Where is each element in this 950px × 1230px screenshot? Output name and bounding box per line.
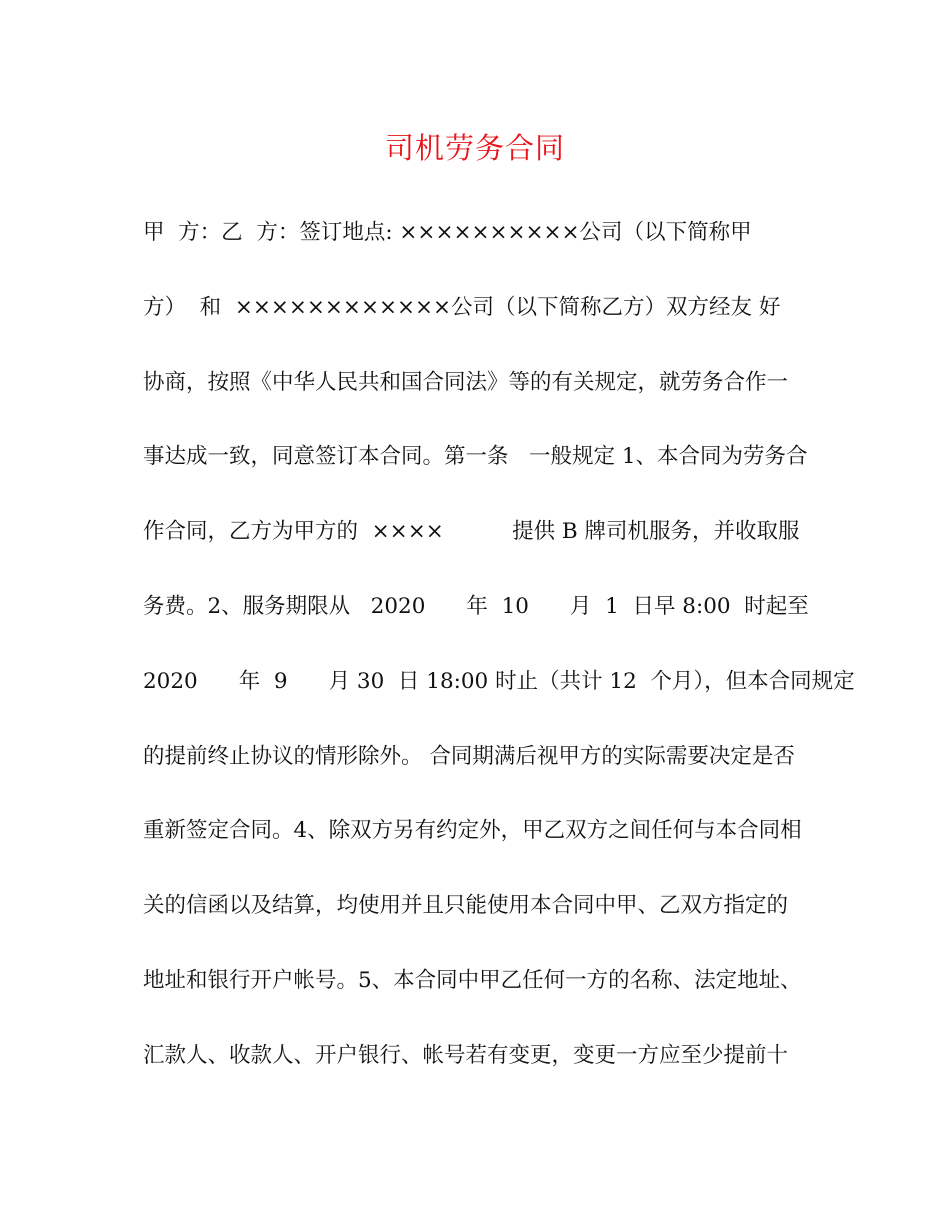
- body-line: 协商，按照《中华人民共和国合同法》等的有关规定，就劳务合作一: [143, 369, 789, 395]
- body-line: 汇款人、收款人、开户银行、帐号若有变更，变更一方应至少提前十: [143, 1042, 789, 1068]
- body-line: 甲 方：乙 方：签订地点: ××××××××××公司（以下简称甲: [143, 220, 752, 245]
- body-line: 作合同，乙方为甲方的 ×××× 提供 B 牌司机服务，并收取服: [143, 519, 800, 545]
- body-line: 2020 年 9 月 30 日 18:00 时止（共计 12 个月），但本合同规定: [143, 668, 855, 694]
- body-line: 方） 和 ××××××××××××公司（以下简称乙方）双方经友 好: [143, 294, 781, 320]
- document-title: 司机劳务合同: [384, 131, 565, 165]
- body-line: 事达成一致，同意签订本合同。第一条 一般规定 1、本合同为劳务合: [143, 444, 808, 470]
- body-line: 地址和银行开户帐号。5、本合同中甲乙任何一方的名称、法定地址、: [143, 967, 802, 993]
- body-line: 务费。2、服务期限从 2020 年 10 月 1 日早 8:00 时起至: [143, 593, 809, 619]
- contract-body: [143, 213, 855, 1111]
- body-line: 关的信函以及结算，均使用并且只能使用本合同中甲、乙双方指定的: [143, 893, 789, 919]
- body-line: 的提前终止协议的情形除外。 合同期满后视甲方的实际需要决定是否: [143, 743, 795, 769]
- body-line: 重新签定合同。4、除双方另有约定外，甲乙双方之间任何与本合同相: [143, 818, 802, 844]
